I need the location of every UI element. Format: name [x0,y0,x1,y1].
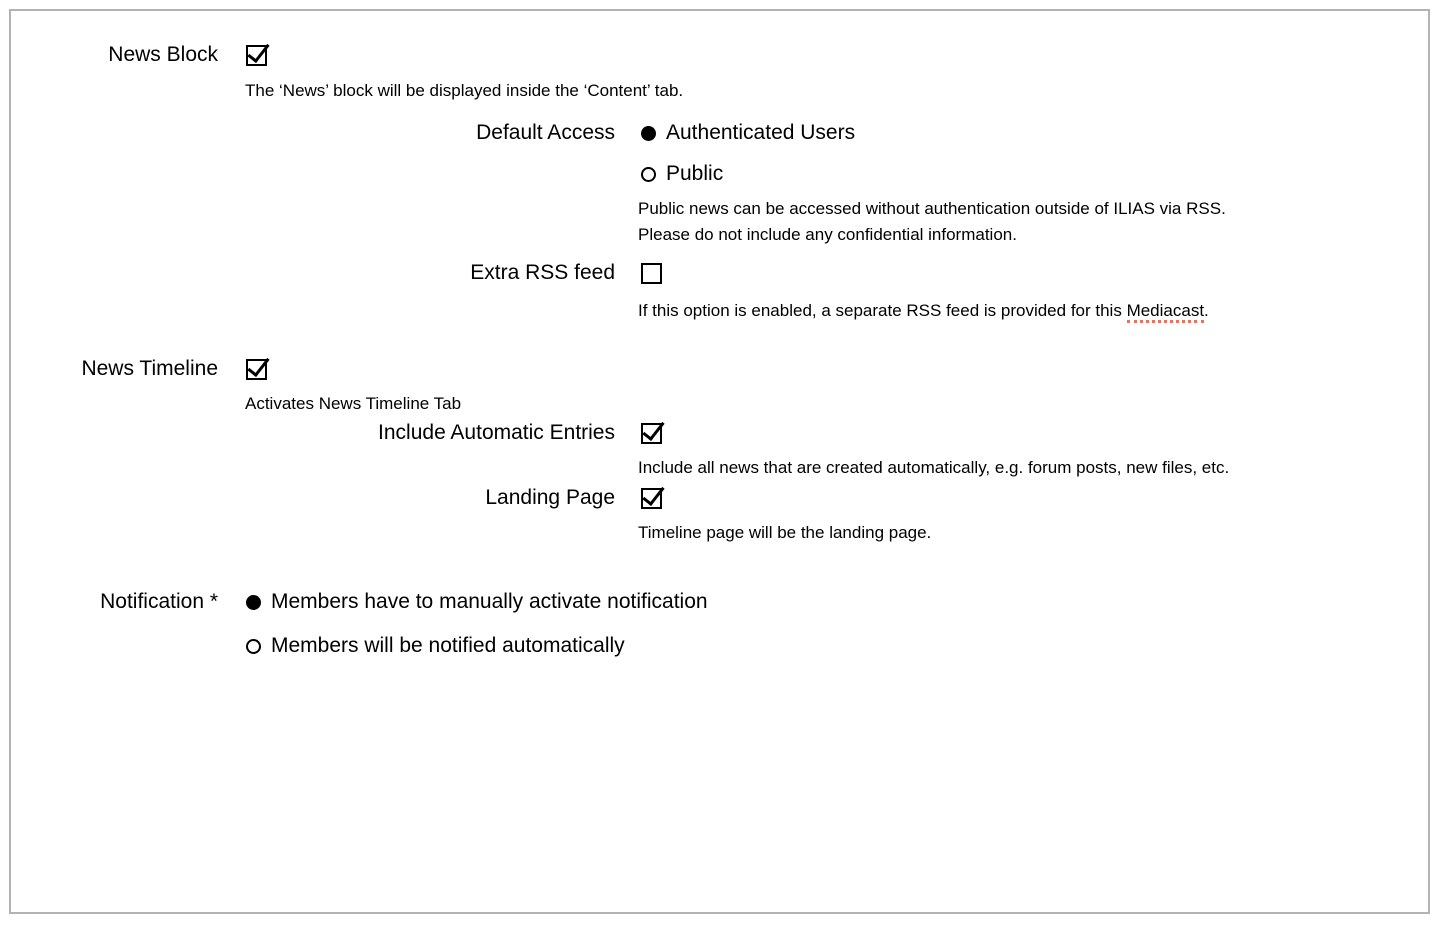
notification-label: Notification * [100,590,218,613]
include-automatic-entries-help: Include all news that are created automatically, e.g. forum posts, new files, etc. [638,458,1230,477]
extra-rss-feed-help [638,300,1209,322]
field-news-block [0,43,267,67]
extra-rss-feed-help-text: If this option is enabled, a separate RSS feed is provided for this [638,301,1127,320]
notification-radio-manual[interactable] [246,595,261,610]
include-automatic-entries-label: Include Automatic Entries [378,421,615,444]
default-access-option-authenticated-users-label[interactable]: Authenticated Users [666,121,856,144]
news-block-help: The ‘News’ block will be displayed inside the ‘Content’ tab. [245,81,684,100]
extra-rss-feed-checkbox[interactable] [641,263,662,284]
default-access-radio-public[interactable] [641,167,656,182]
field-landing-page [0,486,662,510]
news-timeline-help: Activates News Timeline Tab [245,394,462,413]
default-access-help-line1: Public news can be accessed without authentication outside of ILIAS via RSS. [638,199,1226,218]
news-timeline-checkbox[interactable] [246,359,267,380]
landing-page-checkbox[interactable] [641,488,662,509]
extra-rss-feed-help-period: . [1204,301,1209,320]
field-notification-automatic [0,634,625,658]
extra-rss-feed-label: Extra RSS feed [470,261,615,284]
notification-option-manual-label[interactable]: Members have to manually activate notification [271,590,708,613]
field-default-access-public [0,162,723,186]
include-automatic-entries-checkbox[interactable] [641,423,662,444]
default-access-help [638,196,1226,248]
field-news-timeline [0,357,267,381]
default-access-radio-authenticated-users[interactable] [641,126,656,141]
default-access-label: Default Access [476,121,615,144]
default-access-option-public-label[interactable]: Public [666,162,724,185]
news-block-checkbox[interactable] [246,45,267,66]
notification-option-automatic-label[interactable]: Members will be notified automatically [271,634,625,657]
news-timeline-label: News Timeline [81,357,218,380]
news-block-label: News Block [108,43,218,66]
default-access-help-line2: Please do not include any confidential information. [638,225,1017,244]
field-default-access [0,121,855,145]
field-extra-rss-feed [0,261,662,285]
landing-page-help: Timeline page will be the landing page. [638,523,932,542]
notification-radio-automatic[interactable] [246,639,261,654]
landing-page-label: Landing Page [485,486,615,509]
misspelled-word: Mediacast [1127,301,1204,323]
field-notification [0,590,708,614]
field-include-automatic-entries [0,421,662,445]
